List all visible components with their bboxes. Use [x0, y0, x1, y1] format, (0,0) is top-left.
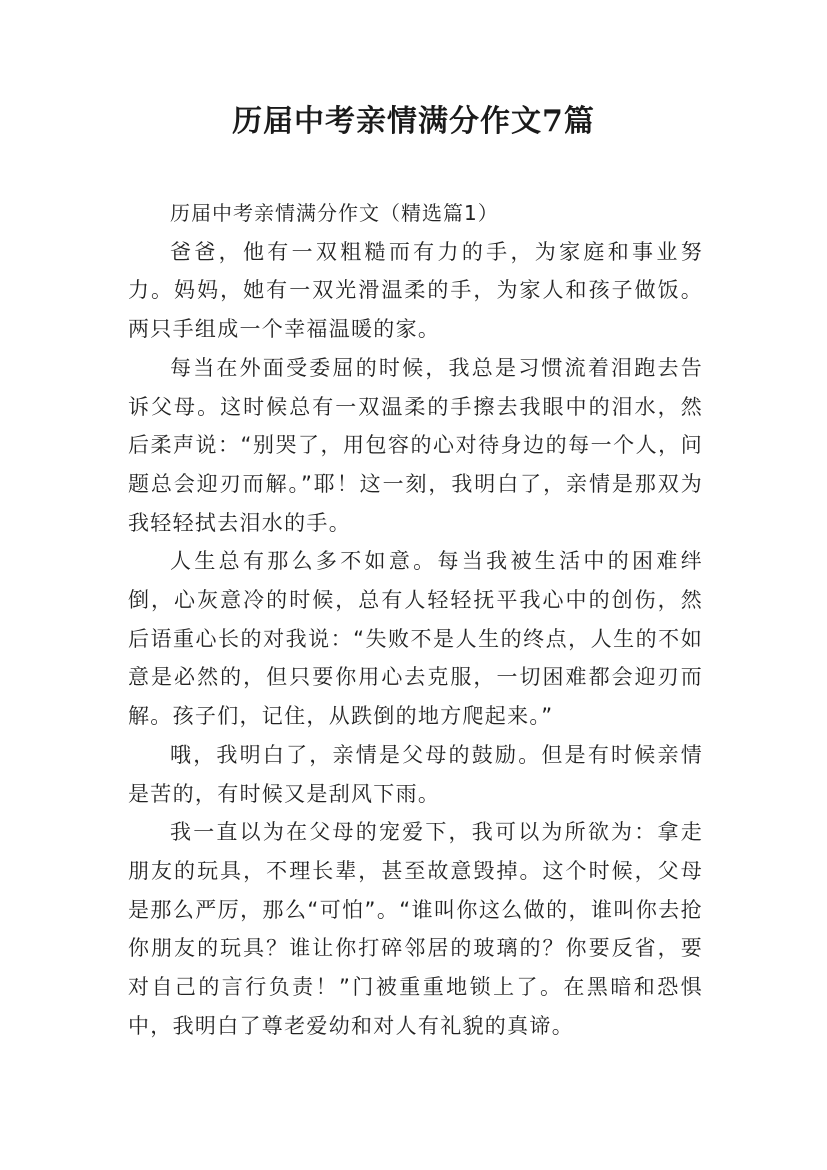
paragraph: 哦，我明白了，亲情是父母的鼓励。但是有时候亲情是苦的，有时候又是刮风下雨。 — [128, 742, 703, 806]
section-heading: 历届中考亲情满分作文（精选篇1） — [170, 201, 499, 225]
document-title: 历届中考亲情满分作文7篇 — [232, 104, 595, 139]
document-body — [128, 194, 703, 1045]
paragraph: 我一直以为在父母的宠爱下，我可以为所欲为：拿走朋友的玩具，不理长辈，甚至故意毁掉。这个时候，父母是那么严厉，那么“可怕”。“谁叫你这么做的，谁叫你去抢你朋友的玩具？谁让你打碎邻居的玻璃的？你要反省，要对自己的言行负责！”门被重重地锁上了。在黑暗和恐惧中，我明白了尊老爱幼和对人有礼貌的真谛。 — [128, 820, 703, 1038]
paragraph: 爸爸，他有一双粗糙而有力的手，为家庭和事业努力。妈妈，她有一双光滑温柔的手，为家人和孩子做饭。两只手组成一个幸福温暖的家。 — [128, 239, 703, 342]
paragraph: 每当在外面受委屈的时候，我总是习惯流着泪跑去告诉父母。这时候总有一双温柔的手擦去我眼中的泪水，然后柔声说：“别哭了，用包容的心对待身边的每一个人，问题总会迎刃而解。”耶！这一刻，我明白了，亲情是那双为我轻轻拭去泪水的手。 — [128, 355, 703, 535]
paragraph: 人生总有那么多不如意。每当我被生活中的困难绊倒，心灰意冷的时候，总有人轻轻抚平我心中的创伤，然后语重心长的对我说：“失败不是人生的终点，人生的不如意是必然的，但只要你用心去克服，一切困难都会迎刃而解。孩子们，记住，从跌倒的地方爬起来。” — [128, 549, 703, 729]
